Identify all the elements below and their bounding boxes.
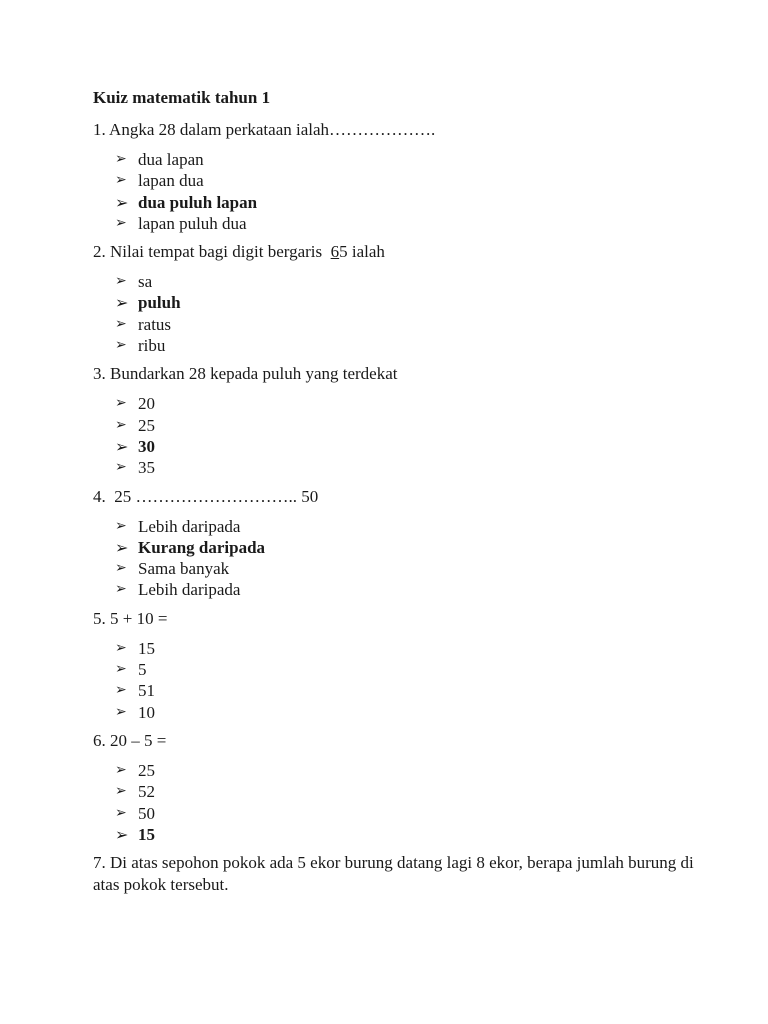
option-text: dua lapan (138, 150, 204, 169)
arrow-bullet-icon: ➢ (115, 761, 127, 778)
question-text: 3. Bundarkan 28 kepada puluh yang terdekat (93, 364, 398, 384)
option-text: 51 (138, 681, 155, 701)
arrow-bullet-icon: ➢ (115, 214, 127, 231)
question-text: 7. Di atas sepohon pokok ada 5 ekor burung datang lagi 8 ekor, berapa jumlah burung di atas pokok tersebut. (93, 853, 694, 895)
option-text: 5 (138, 660, 147, 680)
arrow-bullet-icon: ➢ (115, 639, 127, 656)
option-text: 35 (138, 458, 155, 478)
option-text: Kurang daripada (138, 537, 266, 557)
underlined-digit: 6 (330, 242, 340, 262)
option-text: ribu (138, 336, 166, 356)
arrow-bullet-icon: ➢ (115, 436, 129, 456)
question-text-part: 5 ialah (339, 242, 385, 262)
question-4 (93, 486, 713, 601)
option-text: puluh (138, 293, 181, 313)
option-item-correct (93, 436, 713, 457)
option-item (93, 170, 713, 191)
option-item (93, 415, 713, 436)
option-list (93, 393, 713, 478)
option-item (93, 149, 713, 170)
option-item (93, 803, 713, 824)
option-list (93, 516, 713, 601)
option-list (93, 149, 713, 234)
option-item-correct (93, 292, 713, 313)
arrow-bullet-icon: ➢ (115, 682, 127, 699)
question-7 (93, 852, 713, 896)
option-item (93, 638, 713, 659)
option-item (93, 781, 713, 802)
arrow-bullet-icon: ➢ (115, 661, 127, 678)
option-item (93, 314, 713, 335)
arrow-bullet-icon: ➢ (115, 337, 127, 354)
option-item (93, 213, 713, 234)
arrow-bullet-icon: ➢ (115, 273, 127, 290)
question-5 (93, 608, 713, 723)
option-text: 20 (138, 394, 155, 414)
option-text: lapan puluh dua (138, 213, 247, 233)
arrow-bullet-icon: ➢ (115, 804, 127, 821)
option-text: 10 (138, 702, 155, 722)
option-text: 50 (138, 803, 155, 823)
option-list (93, 271, 713, 356)
option-item (93, 516, 713, 537)
question-6 (93, 730, 713, 845)
option-item-correct (93, 192, 713, 213)
option-item (93, 659, 713, 680)
arrow-bullet-icon: ➢ (115, 581, 127, 598)
quiz-title: Kuiz matematik tahun 1 (93, 88, 271, 107)
arrow-bullet-icon: ➢ (115, 395, 127, 412)
question-1 (93, 119, 713, 234)
option-text: Lebih daripada (138, 580, 241, 600)
option-text: 15 (138, 638, 155, 658)
arrow-bullet-icon: ➢ (115, 537, 129, 557)
quiz-page (93, 88, 713, 903)
option-text: Sama banyak (138, 559, 230, 579)
option-item (93, 335, 713, 356)
arrow-bullet-icon: ➢ (115, 293, 129, 313)
arrow-bullet-icon: ➢ (115, 824, 129, 844)
question-text: 6. 20 – 5 = (93, 730, 167, 750)
option-item (93, 271, 713, 292)
option-item (93, 760, 713, 781)
arrow-bullet-icon: ➢ (115, 517, 127, 534)
option-item-correct (93, 824, 713, 845)
option-item (93, 393, 713, 414)
option-text: Lebih daripada (138, 516, 241, 536)
option-text: ratus (138, 314, 172, 334)
question-text: 4. 25 ……………………….. 50 (93, 486, 319, 506)
arrow-bullet-icon: ➢ (115, 172, 127, 189)
question-3 (93, 363, 713, 478)
option-text: lapan dua (138, 171, 204, 191)
option-item (93, 579, 713, 600)
question-2 (93, 241, 713, 356)
arrow-bullet-icon: ➢ (115, 315, 127, 332)
option-list (93, 760, 713, 845)
option-list (93, 638, 713, 723)
arrow-bullet-icon: ➢ (115, 151, 127, 167)
option-text: 25 (138, 760, 155, 780)
option-item (93, 558, 713, 579)
option-item (93, 680, 713, 701)
option-item (93, 457, 713, 478)
question-text-part: 2. Nilai tempat bagi digit bergaris (93, 242, 331, 262)
arrow-bullet-icon: ➢ (115, 459, 127, 476)
option-text: 15 (138, 824, 155, 844)
option-text: 52 (138, 782, 155, 802)
arrow-bullet-icon: ➢ (115, 783, 127, 800)
arrow-bullet-icon: ➢ (115, 416, 127, 433)
option-text: 30 (138, 436, 155, 456)
option-text: dua puluh lapan (138, 192, 258, 212)
question-text (93, 241, 713, 262)
question-text: 1. Angka 28 dalam perkataan ialah………………. (93, 120, 436, 139)
arrow-bullet-icon: ➢ (115, 192, 129, 212)
option-item (93, 702, 713, 723)
option-item-correct (93, 537, 713, 558)
arrow-bullet-icon: ➢ (115, 703, 127, 720)
arrow-bullet-icon: ➢ (115, 560, 127, 577)
question-text: 5. 5 + 10 = (93, 608, 168, 628)
option-text: 25 (138, 415, 155, 435)
option-text: sa (138, 272, 153, 292)
